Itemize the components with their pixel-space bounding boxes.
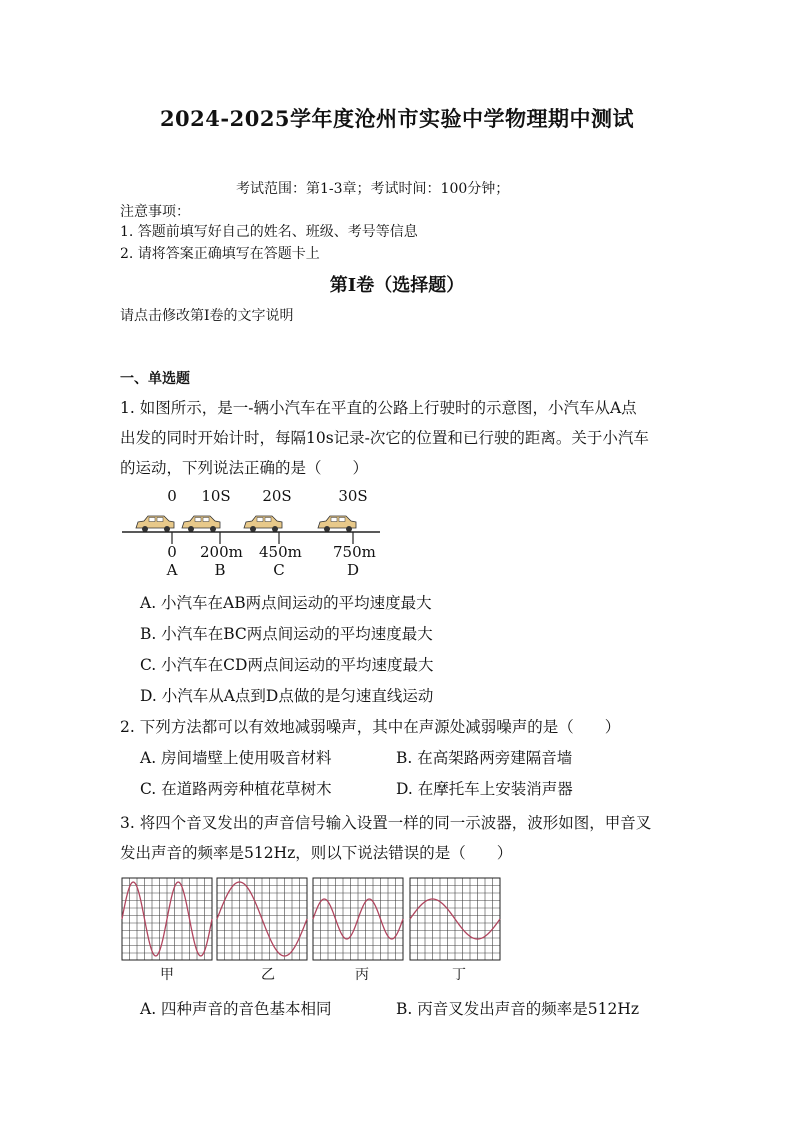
question-stem-line: 3. 将四个音叉发出的声音信号输入设置一样的同一示波器，波形如图，甲音叉 <box>120 814 652 832</box>
oscilloscope-panel <box>313 878 403 960</box>
option: B. 在高架路两旁建隔音墙 <box>396 749 573 767</box>
point-label: D <box>346 561 360 579</box>
notes-item: 2. 请将答案正确填写在答题卡上 <box>120 246 320 262</box>
distance-label: 200m <box>200 543 243 561</box>
notes-label: 注意事项： <box>120 204 190 220</box>
waveform-label: 丙 <box>355 967 369 983</box>
distance-label: 0 <box>167 543 177 561</box>
notes-item: 1. 答题前填写好自己的姓名、班级、考号等信息 <box>120 224 418 240</box>
car-icon <box>182 516 220 532</box>
question-stem-line: 发出声音的频率是512Hz，则以下说法错误的是（ ） <box>120 844 513 862</box>
page-title: 2024-2025学年度沧州市实验中学物理期中测试 <box>159 106 635 131</box>
car-road-diagram <box>118 508 388 548</box>
car-icon <box>318 516 356 532</box>
option: B. 小汽车在BC两点间运动的平均速度最大 <box>140 625 433 643</box>
volume-hint: 请点击修改第I卷的文字说明 <box>120 308 294 324</box>
point-label: C <box>273 561 285 579</box>
oscilloscope-panel <box>410 878 500 960</box>
car-icon <box>244 516 282 532</box>
option: A. 房间墙壁上使用吸音材料 <box>140 749 332 767</box>
car-icon <box>136 516 174 532</box>
question-stem-line: 出发的同时开始计时，每隔10s记录-次它的位置和已行驶的距离。关于小汽车 <box>120 429 649 447</box>
volume-title: 第I卷（选择题） <box>329 275 465 296</box>
exam-info: 考试范围：第1-3章；考试时间：100分钟； <box>236 181 510 197</box>
point-label: B <box>214 561 226 579</box>
question-stem-line: 1. 如图所示，是一-辆小汽车在平直的公路上行驶时的示意图，小汽车从A点 <box>120 399 637 417</box>
time-label: 0 <box>167 487 177 505</box>
point-label: A <box>166 561 178 579</box>
option: C. 在道路两旁种植花草树木 <box>140 780 332 798</box>
waveform-label: 丁 <box>452 967 466 983</box>
waveform-label: 甲 <box>160 967 174 983</box>
option: D. 小汽车从A点到D点做的是匀速直线运动 <box>140 687 434 705</box>
distance-label: 450m <box>259 543 302 561</box>
oscilloscope-panel <box>217 878 307 960</box>
time-label: 20S <box>262 487 292 505</box>
option: B. 丙音叉发出声音的频率是512Hz <box>396 1000 640 1018</box>
waveform-label: 乙 <box>261 967 275 983</box>
option: A. 四种声音的音色基本相同 <box>140 1000 332 1018</box>
oscilloscope-panel <box>122 878 212 960</box>
option: A. 小汽车在AB两点间运动的平均速度最大 <box>140 594 432 612</box>
distance-label: 750m <box>333 543 376 561</box>
question-stem-line: 的运动，下列说法正确的是（ ） <box>120 459 369 477</box>
section-title: 一、单选题 <box>120 371 190 387</box>
time-label: 30S <box>338 487 368 505</box>
option: D. 在摩托车上安装消声器 <box>396 780 573 798</box>
question-stem-line: 2. 下列方法都可以有效地减弱噪声，其中在声源处减弱噪声的是（ ） <box>120 718 621 736</box>
option: C. 小汽车在CD两点间运动的平均速度最大 <box>140 656 434 674</box>
time-label: 10S <box>201 487 231 505</box>
oscilloscope-figure <box>120 876 505 964</box>
